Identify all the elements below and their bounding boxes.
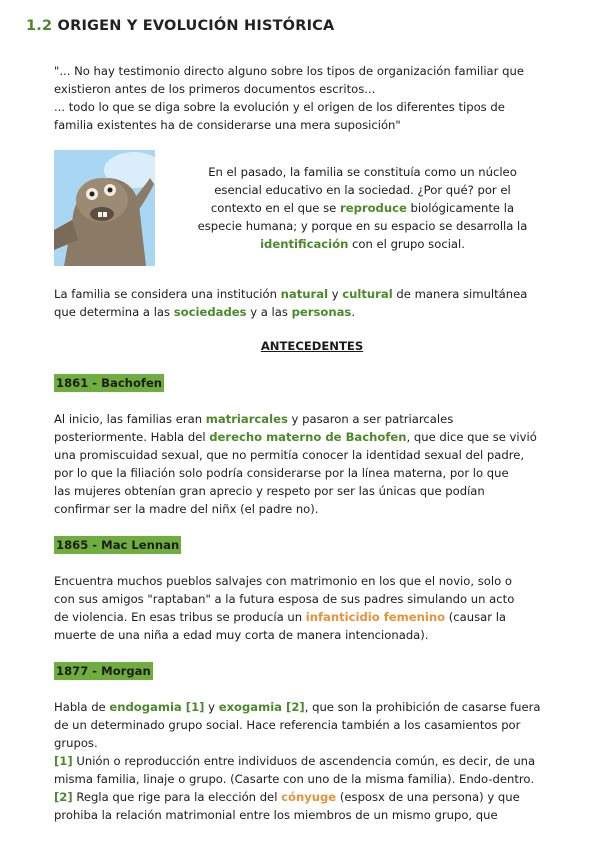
footnote-2: [2]: [54, 790, 73, 804]
term-exogamia: exogamia [2]: [218, 700, 305, 714]
year-label-morgan: 1877 - Morgan: [56, 664, 151, 678]
section-title: ORIGEN Y EVOLUCIÓN HISTÓRICA: [57, 18, 335, 34]
quote-line: "... No hay testimonio directo alguno sobre los tipos de organización familiar que: [54, 64, 524, 78]
institution-line: La familia se considera una institución natural y cultural de manera simultánea: [54, 287, 528, 301]
bachofen-paragraph: [54, 410, 574, 518]
lennan-line: Encuentra muchos pueblos salvajes con matrimonio en los que el novio, solo o: [54, 574, 512, 588]
term-endogamia: endogamia [1]: [109, 700, 205, 714]
morgan-line: Habla de endogamia [1] y exogamia [2], que son la prohibición de casarse fuera: [54, 700, 541, 714]
bachofen-line: Al inicio, las familias eran matriarcales y pasaron a ser patriarcales: [54, 412, 454, 426]
antecedentes-heading: ANTECEDENTES: [260, 339, 364, 353]
section-number: 1.2: [26, 18, 53, 34]
morgan-line: grupos.: [54, 736, 98, 750]
intro-paragraph: [190, 163, 535, 253]
morgan-line: de un determinado grupo social. Hace referencia también a los casamientos por: [54, 718, 521, 732]
morgan-paragraph: [54, 698, 574, 824]
intro-line: esencial educativo en la sociedad. ¿Por qué? por el: [214, 183, 511, 197]
quote-line: existieron antes de los primeros documentos escritos...: [54, 82, 376, 96]
bachofen-line: por lo que la filiación solo podría considerarse por la línea materna, por lo que: [54, 466, 509, 480]
term-derecho-materno: derecho materno de Bachofen: [209, 430, 407, 444]
term-reproduce: reproduce: [340, 201, 407, 215]
institution-paragraph: [54, 285, 574, 321]
quote-paragraph: [54, 62, 574, 134]
institution-line: que determina a las sociedades y a las personas.: [54, 305, 356, 319]
intro-line: identificación con el grupo social.: [260, 237, 465, 251]
term-conyuge: cónyuge: [281, 790, 337, 804]
year-label-bachofen: 1861 - Bachofen: [56, 376, 163, 390]
sloth-image: [54, 150, 155, 266]
lennan-line: de violencia. En esas tribus se producía un infanticidio femenino (causar la: [54, 610, 507, 624]
bachofen-line: una promiscuidad sexual, que no permitía conocer la identidad sexual del padre,: [54, 448, 525, 462]
bachofen-line: confirmar ser la madre del niñx (el padre no).: [54, 502, 319, 516]
morgan-line: prohiba la relación matrimonial entre los miembros de un mismo grupo, que: [54, 808, 498, 822]
morgan-line: misma familia, linaje o grupo. (Casarte con uno de la misma familia). Endo-dentro.: [54, 772, 535, 786]
term-cultural: cultural: [342, 287, 393, 301]
page-title: [26, 18, 334, 34]
intro-line: contexto en el que se reproduce biológicamente la: [210, 201, 515, 215]
bachofen-line: las mujeres obtenían gran aprecio y respeto por ser las únicas que podían: [54, 484, 485, 498]
bachofen-line: posteriormente. Habla del derecho materno de Bachofen, que dice que se vivió: [54, 430, 537, 444]
footnote-1: [1]: [54, 754, 73, 768]
term-infanticidio: infanticidio femenino: [305, 610, 446, 624]
intro-line: especie humana; y porque en su espacio se desarrolla la: [197, 219, 528, 233]
term-matriarcales: matriarcales: [205, 412, 288, 426]
term-identificacion: identificación: [260, 237, 349, 251]
intro-line: En el pasado, la familia se constituía como un núcleo: [208, 165, 517, 179]
term-personas: personas: [291, 305, 352, 319]
lennan-paragraph: [54, 572, 574, 644]
quote-line: ... todo lo que se diga sobre la evolución y el origen de los diferentes tipos de: [54, 100, 505, 114]
morgan-line: [1] Unión o reproducción entre individuos de ascendencia común, es decir, de una: [54, 754, 536, 768]
year-label-mac-lennan: 1865 - Mac Lennan: [56, 538, 180, 552]
lennan-line: muerte de una niña a edad muy corta de manera intencionada).: [54, 628, 429, 642]
morgan-line: [2] Regla que rige para la elección del cónyuge (esposx de una persona) y que: [54, 790, 520, 804]
term-natural: natural: [280, 287, 329, 301]
term-sociedades: sociedades: [173, 305, 247, 319]
lennan-line: con sus amigos "raptaban" a la futura esposa de sus padres simulando un acto: [54, 592, 515, 606]
quote-line: familia existentes ha de considerarse una mera suposición": [54, 118, 401, 132]
